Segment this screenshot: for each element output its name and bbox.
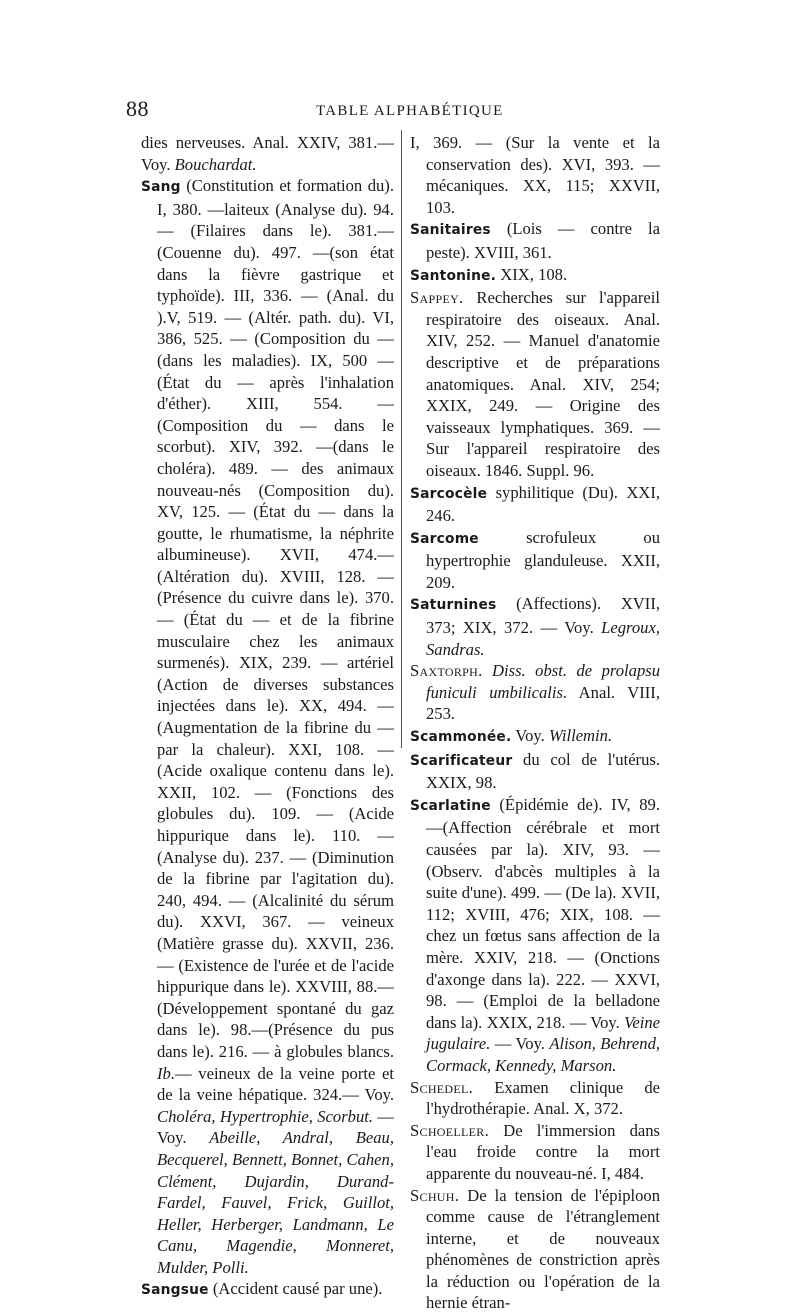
headword: Sang [141,179,181,195]
entry-text: — Voy. [157,1107,394,1148]
headword: Santonine. [410,268,496,284]
page-number: 88 [126,96,149,122]
headword: Sangsue [141,1282,209,1298]
index-entry-sarcocele [410,482,660,527]
entry-text: Examen clinique de l'hydrothérapie. Anal. X, 372. [426,1078,660,1119]
author-name: Schuh. [410,1186,459,1205]
headword: Saturnines [410,597,496,613]
entry-text: — veineux de la veine porte et de la veine hépatique. 324.— Voy. [157,1064,394,1105]
continuation-entry [410,132,660,218]
entry-text: De la tension de l'épiploon comme cause de l'étranglement interne, et de nouveaux phénomènes de constriction après la réduction ou l'opération de la hernie étran- [426,1186,660,1313]
index-entry-sappey [410,287,660,481]
entry-text: dies nerveuses. Anal. XXIV, 381.— Voy. [141,133,394,174]
author-references: Alison, Behrend, Cormack, Kennedy, Marson. [426,1034,660,1075]
running-title: TABLE ALPHABÉTIQUE [316,103,504,120]
index-entry-saxtorph [410,660,660,725]
index-entry-scammonee [410,725,660,749]
headword: Sarcocèle [410,486,487,502]
author-name: Schoeller. [410,1121,489,1140]
cross-reference: Willemin. [549,726,612,745]
author-name: Saxtorph. [410,661,483,680]
index-entry-schedel [410,1077,660,1120]
headword: Sarcome [410,531,479,547]
entry-text: scrofuleux ou hypertrophie glanduleuse. XXII, 209. [426,528,660,592]
cross-reference: Bouchardat. [175,155,257,174]
headword: Sanitaires [410,222,491,238]
ibid-reference: Ib. [157,1064,175,1083]
headword: Scarificateur [410,753,512,769]
headword: Scarlatine [410,798,491,814]
index-entry-sanitaires [410,218,660,263]
entry-text: De l'immersion dans l'eau froide contre la mort apparente du nouveau-né. I, 484. [426,1121,660,1183]
right-column [410,132,660,1314]
author-name: Sappey. [410,288,464,307]
index-entry-scarlatine [410,794,660,1077]
index-entry-sarcome [410,527,660,594]
continuation-entry [141,132,394,175]
cross-reference: Choléra, Hypertrophie, Scorbut. [157,1107,373,1126]
author-name: Schedel. [410,1078,473,1097]
index-entry-schoeller [410,1120,660,1185]
index-entry-scarificateur [410,749,660,794]
cross-reference: Veine jugulaire. [426,1013,660,1054]
entry-text: syphilitique (Du). XXI, 246. [426,483,660,526]
left-column [141,132,394,1302]
entry-text: (Lois — contre la peste). XVIII, 361. [426,219,660,262]
entry-text: Voy. [511,726,549,745]
headword: Scammonée. [410,729,511,745]
entry-text: du col de l'utérus. XXIX, 98. [426,750,660,793]
index-entry-santonine [410,264,660,288]
entry-text: Recherches sur l'appareil respiratoire des oiseaux. Anal. XIV, 252. — Manuel d'anatomie descriptive et de préparations anatomiques. Anal. XIV, 254; XXIX, 249. — Origine des vaisseaux lymphatiques. 369. — Sur l'appareil respiratoire des oiseaux. 1846. Suppl. 96. [426,288,660,480]
work-title: Diss. obst. de prolapsu funiculi umbilicalis. [426,661,660,702]
index-entry-sangsue [141,1278,394,1302]
column-divider [401,130,402,748]
entry-text: Anal. VIII, 253. [426,683,660,724]
cross-reference: Legroux, Sandras. [426,618,660,659]
entry-text: XIX, 108. [496,265,567,284]
author-references: Abeille, Andral, Beau, Becquerel, Bennett, Bonnet, Cahen, Clément, Dujardin, Durand-Fardel, Fauvel, Frick, Guillot, Heller, Herberger, Landmann, Le Canu, Magendie, Monneret, Mulder, Polli. [157,1128,394,1277]
index-entry-schuh [410,1185,660,1314]
entry-text: I, 369. — (Sur la vente et la conservation des). XVI, 393. — mécaniques. XX, 115; XXVII, 103. [410,133,660,217]
entry-text: (Accident causé par une). [209,1279,383,1298]
index-entry-saturnines [410,593,660,660]
entry-text: (Affections). XVII, 373; XIX, 372. — Voy. [426,594,660,637]
entry-text: — Voy. [490,1034,549,1053]
index-entry-sang [141,175,394,1278]
entry-text: (Épidémie de). IV, 89. —(Affection cérébrale et mort causées par la). XIV, 93. — (Observ. d'abcès multiples à la suite d'une). 499. — (De la). XVII, 112; XVIII, 476; XIX, 108. — chez un fœtus sans affection de la mère. XXIV, 218. — (Onctions d'axonge dans la). 222. — XXVI, 98. — (Emploi de la belladone dans la). XXIX, 218. — Voy. [426,795,660,1032]
entry-text: (Constitution et formation du). I, 380. —laiteux (Analyse du). 94.— (Filaires dans le). 381.—(Couenne du). 497. —(son état dans la fièvre gastrique et typhoïde). III, 336. — (Anal. du ).V, 519. — (Altér. path. du). VI, 386, 525. — (Composition du — (dans les maladies). IX, 500 — (État du — après l'inhalation d'éther). XIII, 554. — (Composition du — dans le scorbut). XIV, 392. —(dans le choléra). 489. — des animaux nouveau-nés (Composition du). XV, 125. — (État du — dans la goutte, le rhumatisme, la néphrite albumineuse). XVII, 474.— (Altération du). XVIII, 128. — (Présence du cuivre dans le). 370. — (État du — et de la fibrine musculaire chez les animaux surmenés). XIX, 239. — artériel (Action de diverses substances injectées dans le). XX, 494. — (Augmentation de la fibrine du — par la chaleur). XXI, 108. — (Acide oxalique contenu dans le). XXII, 102. — (Fonctions des globules du). 109. — (Acide hippurique dans le). 110. — (Analyse du). 237. — (Diminution de la fibrine par l'agitation du). 240, 494. — (Alcalinité du sérum du). XXVI, 367. — veineux (Matière grasse du). XXVII, 236. — (Existence de l'urée et de l'acide hippurique dans le). XXVIII, 88.— (Développement spontané du gaz dans le). 98.—(Présence du pus dans le). 216. — à globules blancs. [157,176,394,1061]
